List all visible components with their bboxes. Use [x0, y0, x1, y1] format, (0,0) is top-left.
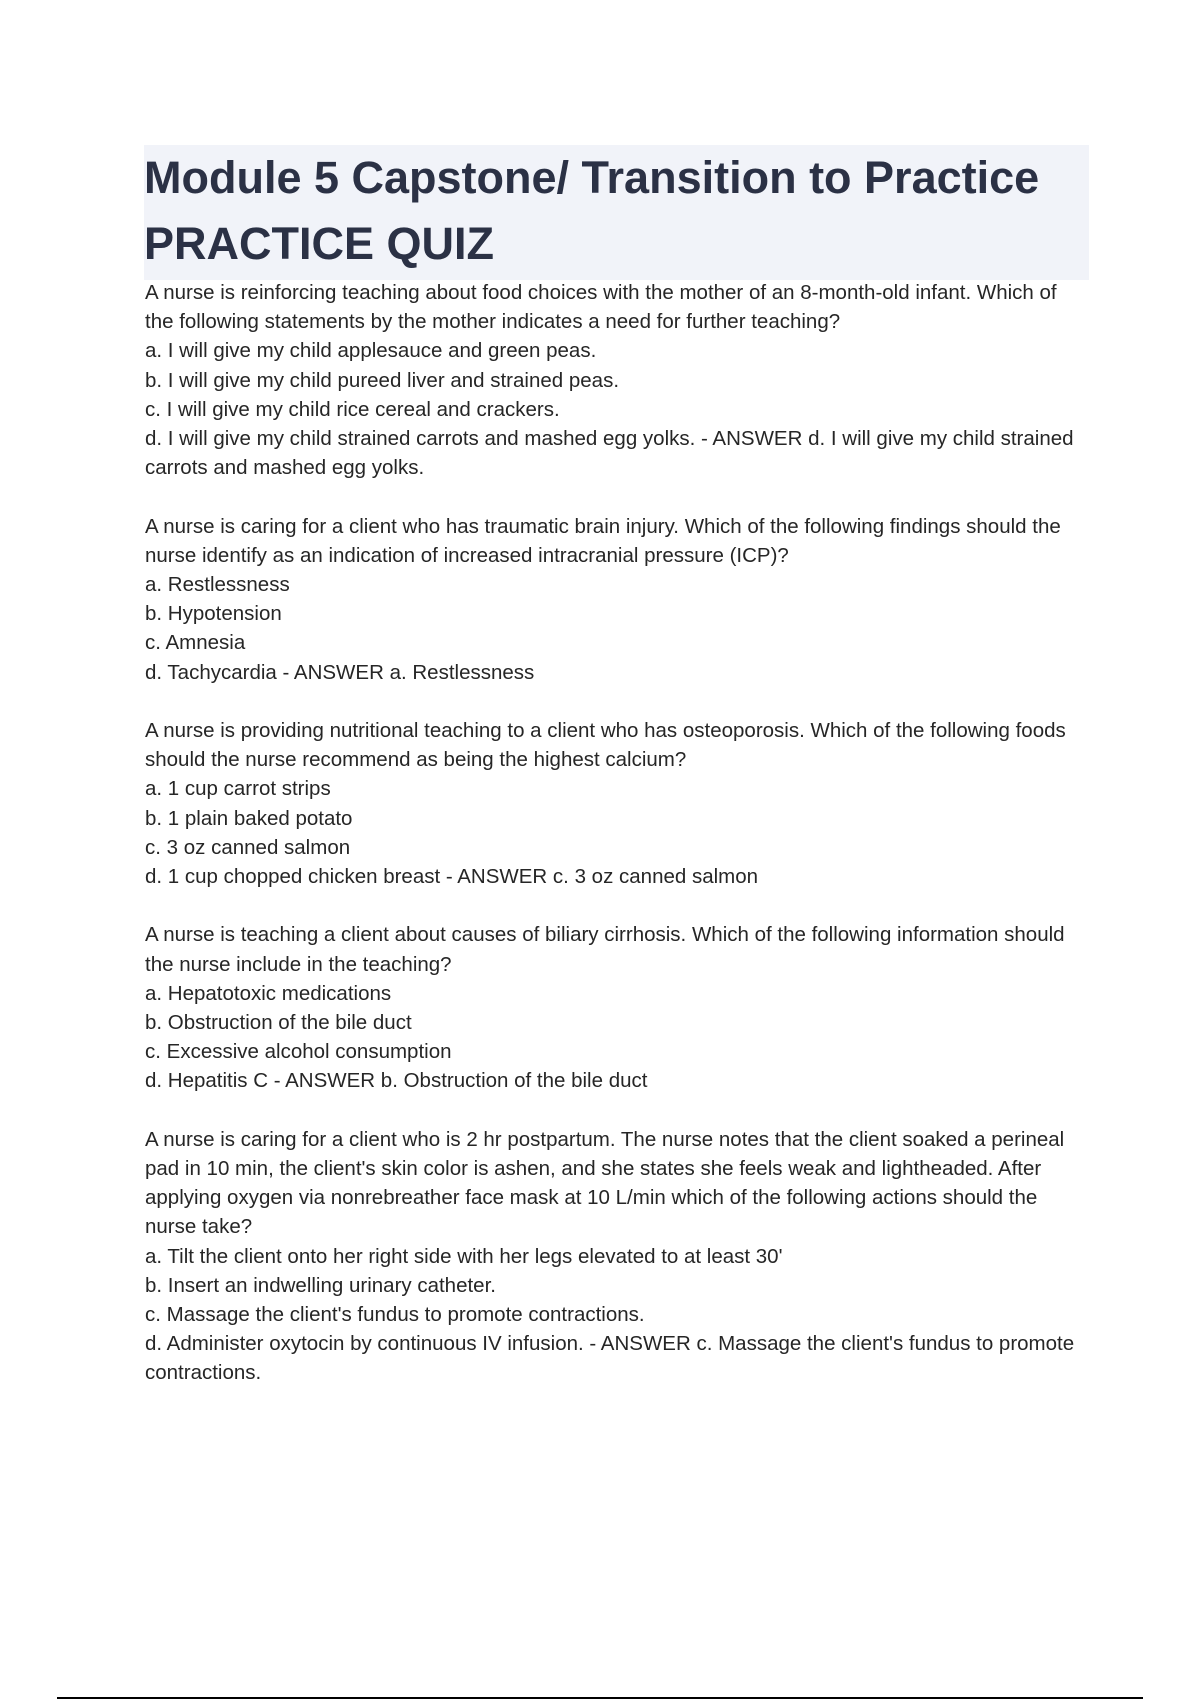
- question-stem: A nurse is reinforcing teaching about food choices with the mother of an 8-month-old infant. Which of the following statements by the mother indicates a need for further teaching?: [145, 281, 1057, 334]
- answer-option-d: d. I will give my child strained carrots and mashed egg yolks. - ANSWER d. I will give my child strained carrots and mashed egg yolks.: [145, 427, 1074, 480]
- answer-option-a: a. Restlessness: [145, 573, 290, 597]
- question-stem: A nurse is teaching a client about causes of biliary cirrhosis. Which of the following information should the nurse include in the teaching?: [145, 923, 1065, 976]
- question-2: [145, 512, 1090, 687]
- question-5: [145, 1125, 1090, 1388]
- question-stem: A nurse is caring for a client who has traumatic brain injury. Which of the following findings should the nurse identify as an indication of increased intracranial pressure (ICP)?: [145, 514, 1061, 567]
- page-title-line-2: PRACTICE QUIZ: [144, 218, 495, 269]
- answer-option-d: d. Administer oxytocin by continuous IV infusion. - ANSWER c. Massage the client's fundus to promote contractions.: [145, 1332, 1075, 1385]
- question-stem: A nurse is providing nutritional teaching to a client who has osteoporosis. Which of the following foods should the nurse recommend as being the highest calcium?: [145, 719, 1066, 772]
- answer-option-b: b. 1 plain baked potato: [145, 806, 353, 830]
- question-stem: A nurse is caring for a client who is 2 hr postpartum. The nurse notes that the client soaked a perineal pad in 10 min, the client's skin color is ashen, and she states she feels weak and lightheaded. After applying oxygen via nonrebreather face mask at 10 L/min which of the following actions should the nurse take?: [145, 1127, 1065, 1239]
- question-3: [145, 716, 1090, 891]
- answer-option-c: c. Amnesia: [145, 631, 246, 655]
- question-1: [145, 278, 1090, 482]
- answer-option-c: c. Excessive alcohol consumption: [145, 1040, 452, 1064]
- answer-option-b: b. Obstruction of the bile duct: [145, 1011, 412, 1035]
- answer-option-d: d. Tachycardia - ANSWER a. Restlessness: [145, 660, 535, 684]
- answer-option-b: b. Insert an indwelling urinary catheter.: [145, 1273, 496, 1297]
- answer-option-a: a. Tilt the client onto her right side with her legs elevated to at least 30': [145, 1244, 783, 1268]
- answer-option-a: a. 1 cup carrot strips: [145, 777, 331, 801]
- title-block: [144, 145, 1089, 280]
- page-bottom-divider: [57, 1697, 1143, 1699]
- page-title-line-1: Module 5 Capstone/ Transition to Practice: [144, 152, 1040, 203]
- answer-option-d: d. Hepatitis C - ANSWER b. Obstruction of the bile duct: [145, 1069, 648, 1093]
- answer-option-d: d. 1 cup chopped chicken breast - ANSWER c. 3 oz canned salmon: [145, 865, 759, 889]
- answer-option-c: c. I will give my child rice cereal and crackers.: [145, 397, 560, 421]
- answer-option-a: a. I will give my child applesauce and green peas.: [145, 339, 597, 363]
- answer-option-a: a. Hepatotoxic medications: [145, 981, 392, 1005]
- question-4: [145, 920, 1090, 1095]
- answer-option-b: b. I will give my child pureed liver and strained peas.: [145, 368, 620, 392]
- answer-option-b: b. Hypotension: [145, 602, 282, 626]
- answer-option-c: c. Massage the client's fundus to promote contractions.: [145, 1303, 645, 1327]
- answer-option-c: c. 3 oz canned salmon: [145, 835, 351, 859]
- quiz-body: [145, 278, 1090, 1417]
